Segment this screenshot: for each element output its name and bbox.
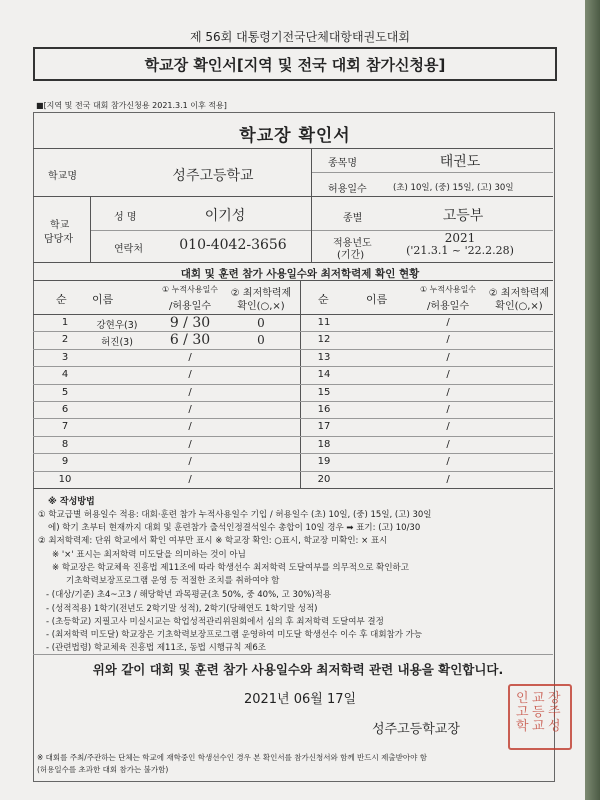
row-days: / — [446, 386, 450, 398]
manager-label: 담당자 — [44, 234, 73, 245]
row-number: 13 — [317, 351, 331, 363]
seal-glyph-col: 장 주 성 — [548, 691, 561, 734]
table-rule — [33, 280, 553, 281]
row-grade: 0 — [257, 333, 265, 348]
info-rule — [33, 262, 553, 263]
seal-glyph-col: 교 등 교 — [532, 691, 545, 734]
row-number: 4 — [61, 369, 69, 381]
row-days: / — [446, 421, 450, 433]
contact-label: 연락처 — [114, 244, 143, 255]
confirmation-date: 2021년 06월 17일 — [243, 692, 357, 707]
table-row-rule — [33, 384, 553, 385]
note-line: - (관련법령) 학교체육 진흥법 제11조, 동법 시행규칙 제6조 — [46, 643, 266, 653]
row-number: 15 — [317, 386, 331, 398]
row-number: 6 — [61, 404, 69, 415]
header-no: 순 — [318, 293, 329, 306]
row-days: / — [188, 456, 192, 468]
background-edge — [585, 0, 600, 800]
row-number: 10 — [58, 473, 72, 485]
row-days: / — [446, 404, 450, 415]
row-number: 14 — [317, 369, 331, 381]
seal-glyph-col: 인 고 학 — [516, 691, 529, 734]
status-heading: 대회 및 훈련 참가 사용일수와 최저학력제 확인 현황 — [180, 268, 420, 280]
header-days: ① 누적사용일수 — [161, 285, 219, 294]
row-days: / — [446, 473, 450, 485]
info-rule — [33, 196, 553, 197]
table-row-rule — [33, 418, 553, 419]
row-days: / — [188, 404, 192, 415]
notes-rule — [33, 654, 553, 655]
row-name: 강현우(3) — [96, 320, 138, 331]
header-grade: ② 최저학력제 — [488, 288, 550, 299]
table-row-rule — [33, 471, 553, 472]
school-seal — [508, 684, 572, 750]
row-days: / — [446, 317, 450, 328]
table-row-rule — [33, 453, 553, 454]
year-value: ('21.3.1 ~ '22.2.28) — [406, 244, 514, 257]
row-days: / — [188, 386, 192, 398]
note-line: ※ 작성방법 — [48, 497, 95, 507]
row-days: / — [446, 456, 450, 468]
contact-value: 010-4042-3656 — [179, 237, 287, 253]
table-row-rule — [33, 366, 553, 367]
table-row-rule — [33, 349, 553, 350]
row-number: 7 — [61, 421, 69, 433]
row-grade: 0 — [257, 316, 265, 330]
name-value: 이기성 — [204, 208, 246, 224]
table-row-rule — [33, 436, 553, 437]
row-number: 12 — [317, 334, 331, 346]
header-days: ① 누적사용일수 — [419, 285, 477, 294]
header-days: /허용일수 — [168, 301, 212, 312]
row-number: 8 — [61, 438, 69, 450]
row-days: / — [446, 438, 450, 450]
row-days: / — [188, 421, 192, 433]
footer-note: ※ 대회를 주최/주관하는 단체는 학교에 재학중인 학생선수인 경우 본 확인서를 참가신청서와 함께 반드시 제출받아야 함 — [37, 753, 427, 762]
row-number: 2 — [61, 334, 69, 346]
row-number: 9 — [61, 456, 69, 468]
row-days: / — [446, 369, 450, 381]
form-title: 학교장 확인서[지역 및 전국 대회 참가신청용] — [144, 56, 446, 74]
row-days: / — [446, 351, 450, 363]
year-label: 적용년도 — [333, 238, 372, 249]
table-rule — [33, 314, 553, 315]
days-label: 허용일수 — [328, 184, 367, 195]
row-days: / — [446, 334, 450, 346]
info-rule — [311, 172, 553, 173]
row-days: / — [188, 351, 192, 363]
row-number: 3 — [61, 351, 69, 363]
school-value: 성주고등학교 — [172, 168, 254, 184]
row-days: / — [188, 473, 192, 485]
note-line: 기초학력보장프로그램 운영 등 적절한 조치를 취하여야 함 — [66, 576, 280, 586]
note-line: 에) 학기 초부터 현재까지 대회 및 훈련참가 출석인정결석일수 총합이 10일 경우 ➡ 표기: (고) 10/30 — [48, 523, 421, 533]
confirmation-statement: 위와 같이 대회 및 훈련 참가 사용일수와 최저학력 관련 내용을 확인합니다. — [92, 662, 504, 677]
row-days: 6 / 30 — [169, 332, 211, 349]
row-number: 17 — [317, 421, 331, 433]
sport-label: 종목명 — [328, 158, 357, 169]
row-number: 1 — [61, 317, 69, 328]
note-line: ※ '×' 표시는 최저학력 미도달을 의미하는 것이 아님 — [52, 550, 246, 560]
row-number: 16 — [317, 404, 331, 415]
table-row-rule — [33, 331, 553, 332]
event-title: 제 56회 대통령기전국단체대항태권도대회 — [190, 30, 410, 44]
note-line: - (최저학력 미도달) 학교장은 기초학력보장프로그램 운영하여 미도달 학생선수 이수 후 대회참가 가능 — [46, 630, 423, 640]
info-rule — [311, 148, 312, 262]
note-line: ① 학교급별 허용일수 적용: 대회·훈련 참가 누적사용일수 기입 / 허용일수 (초) 10일, (중) 15일, (고) 30일 — [38, 510, 432, 520]
row-days: 9 / 30 — [169, 315, 211, 331]
doc-title: 학교장 확인서 — [239, 126, 351, 146]
event-label: 종별 — [343, 213, 363, 224]
name-label: 성 명 — [114, 212, 137, 223]
applicability-note: ■[지역 및 전국 대회 참가신청용 2021.3.1 이후 적용] — [36, 101, 227, 110]
signer-name: 성주고등학교장 — [372, 722, 460, 737]
note-line: - (성적적용) 1학기(전년도 2학기말 성적), 2학기(당해연도 1학기말 성적) — [46, 604, 318, 614]
row-number: 5 — [61, 386, 69, 398]
row-days: / — [188, 438, 192, 450]
row-number: 20 — [317, 473, 331, 485]
table-rule — [33, 488, 553, 489]
row-number: 19 — [317, 456, 331, 468]
year-label: (기간) — [337, 250, 365, 261]
header-name: 이름 — [92, 293, 114, 306]
info-rule — [90, 196, 91, 262]
manager-label: 학교 — [50, 220, 70, 231]
note-line: ※ 학교장은 학교체육 진흥법 제11조에 따라 학생선수 최저학력 도달여부를 의무적으로 확인하고 — [52, 563, 409, 573]
row-days: / — [188, 369, 192, 381]
event-value: 고등부 — [442, 208, 484, 224]
sport-value: 태권도 — [439, 154, 481, 170]
header-grade: 확인(○,×) — [495, 301, 543, 312]
header-grade: ② 최저학력제 — [230, 288, 292, 299]
row-name: 허진(3) — [101, 337, 133, 349]
school-label: 학교명 — [48, 171, 77, 182]
note-line: ② 최저학력제: 단위 학교에서 확인 여부만 표시 ※ 학교장 확인: ○표시, 학교장 미확인: × 표시 — [38, 536, 388, 546]
table-row-rule — [33, 401, 553, 402]
info-rule — [90, 230, 553, 231]
days-value: (초) 10일, (중) 15일, (고) 30일 — [393, 183, 514, 193]
header-name: 이름 — [366, 293, 388, 306]
header-grade: 확인(○,×) — [237, 301, 285, 312]
footer-note: (허용일수를 초과한 대회 참가는 불가함) — [37, 765, 169, 774]
row-number: 18 — [317, 438, 331, 450]
note-line: - (초등학교) 지필고사 미실시교는 학업성적관리위원회에서 심의 후 최저학력 도달여부 결정 — [46, 617, 384, 627]
note-line: - (대상/기준) 초4~고3 / 해당학년 과목평균(초 50%, 중 40%, 고 30%)적용 — [46, 590, 332, 600]
header-no: 순 — [56, 293, 67, 306]
year-value: 2021 — [444, 231, 476, 245]
row-number: 11 — [317, 317, 331, 328]
header-days: /허용일수 — [426, 301, 470, 312]
info-rule — [33, 148, 553, 149]
